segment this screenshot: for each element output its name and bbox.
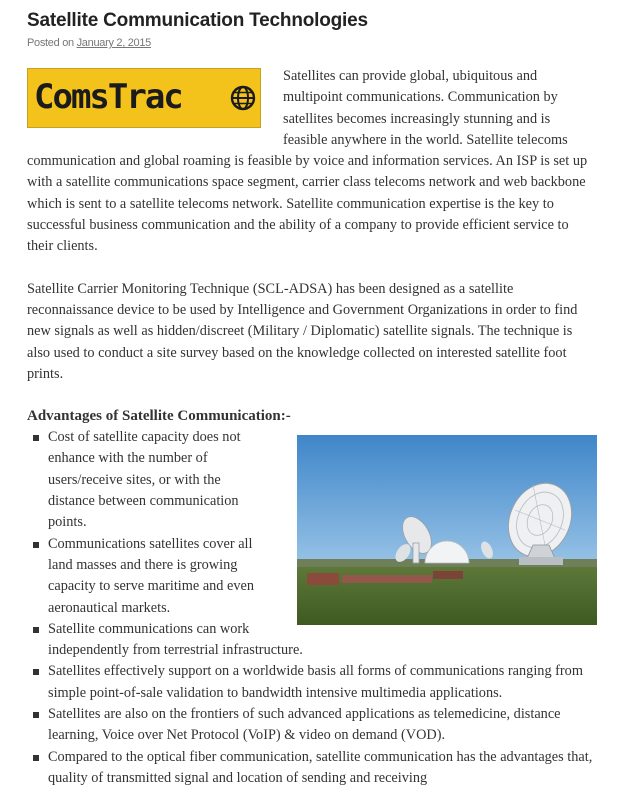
post-content <box>27 66 597 789</box>
list-item: Satellites effectively support on a worldwide basis all forms of communications ranging from simple point-of-sale validation to bandwidth intensive multimedia applications. <box>27 661 597 704</box>
list-item: Communications satellites cover all land masses and there is growing capacity to serve maritime and even aeronautical markets. <box>27 534 268 619</box>
list-item: Cost of satellite capacity does not enhance with the number of users/receive sites, or with the distance between communication points. <box>27 427 268 533</box>
list-item: Satellites are also on the frontiers of such advanced applications as telemedicine, distance learning, Voice over Net Protocol (VoIP) & video on demand (VOD). <box>27 704 597 747</box>
list-item: Compared to the optical fiber communication, satellite communication has the advantages that, quality of transmitted signal and location of sending and receiving <box>27 747 597 790</box>
comstrac-logo <box>27 68 261 128</box>
monitoring-paragraph: Satellite Carrier Monitoring Technique (SCL-ADSA) has been designed as a satellite reconnaissance device to be used by Intelligence and Government Organizations in order to find new signals as well as hidden/discreet (Military / Diplomatic) satellite signals. The technique is also used to conduct a site survey based on the knowledge collected on interested satellite foot prints. <box>27 280 578 382</box>
list-item: Satellite communications can work independently from terrestrial infrastructure. <box>27 619 597 662</box>
post-meta <box>27 37 151 49</box>
posted-on-label: Posted on <box>27 37 74 49</box>
satellite-dish-photo <box>297 435 597 625</box>
advantages-heading: Advantages of Satellite Communication:- <box>27 408 291 425</box>
post-date-link[interactable]: January 2, 2015 <box>76 37 152 49</box>
globe-icon <box>230 85 256 111</box>
post-title: Satellite Communication Technologies <box>27 10 368 31</box>
intro-paragraph: Satellites can provide global, ubiquitous and multipoint communications. Communication by satellites becomes increasingly stunning and is feasible anywhere in the world. Satellite telecoms communication and global roaming is feasible by voice and information services. An ISP is set up with a satellite communications space segment, carrier class telecoms network and web backbone which is sent to a satellite telecoms network. Satellite communication expertise is the key to successful business communication and the ability of a company to provide efficient service to their clients. <box>27 68 588 255</box>
logo-text: ComsTrac <box>34 77 182 117</box>
